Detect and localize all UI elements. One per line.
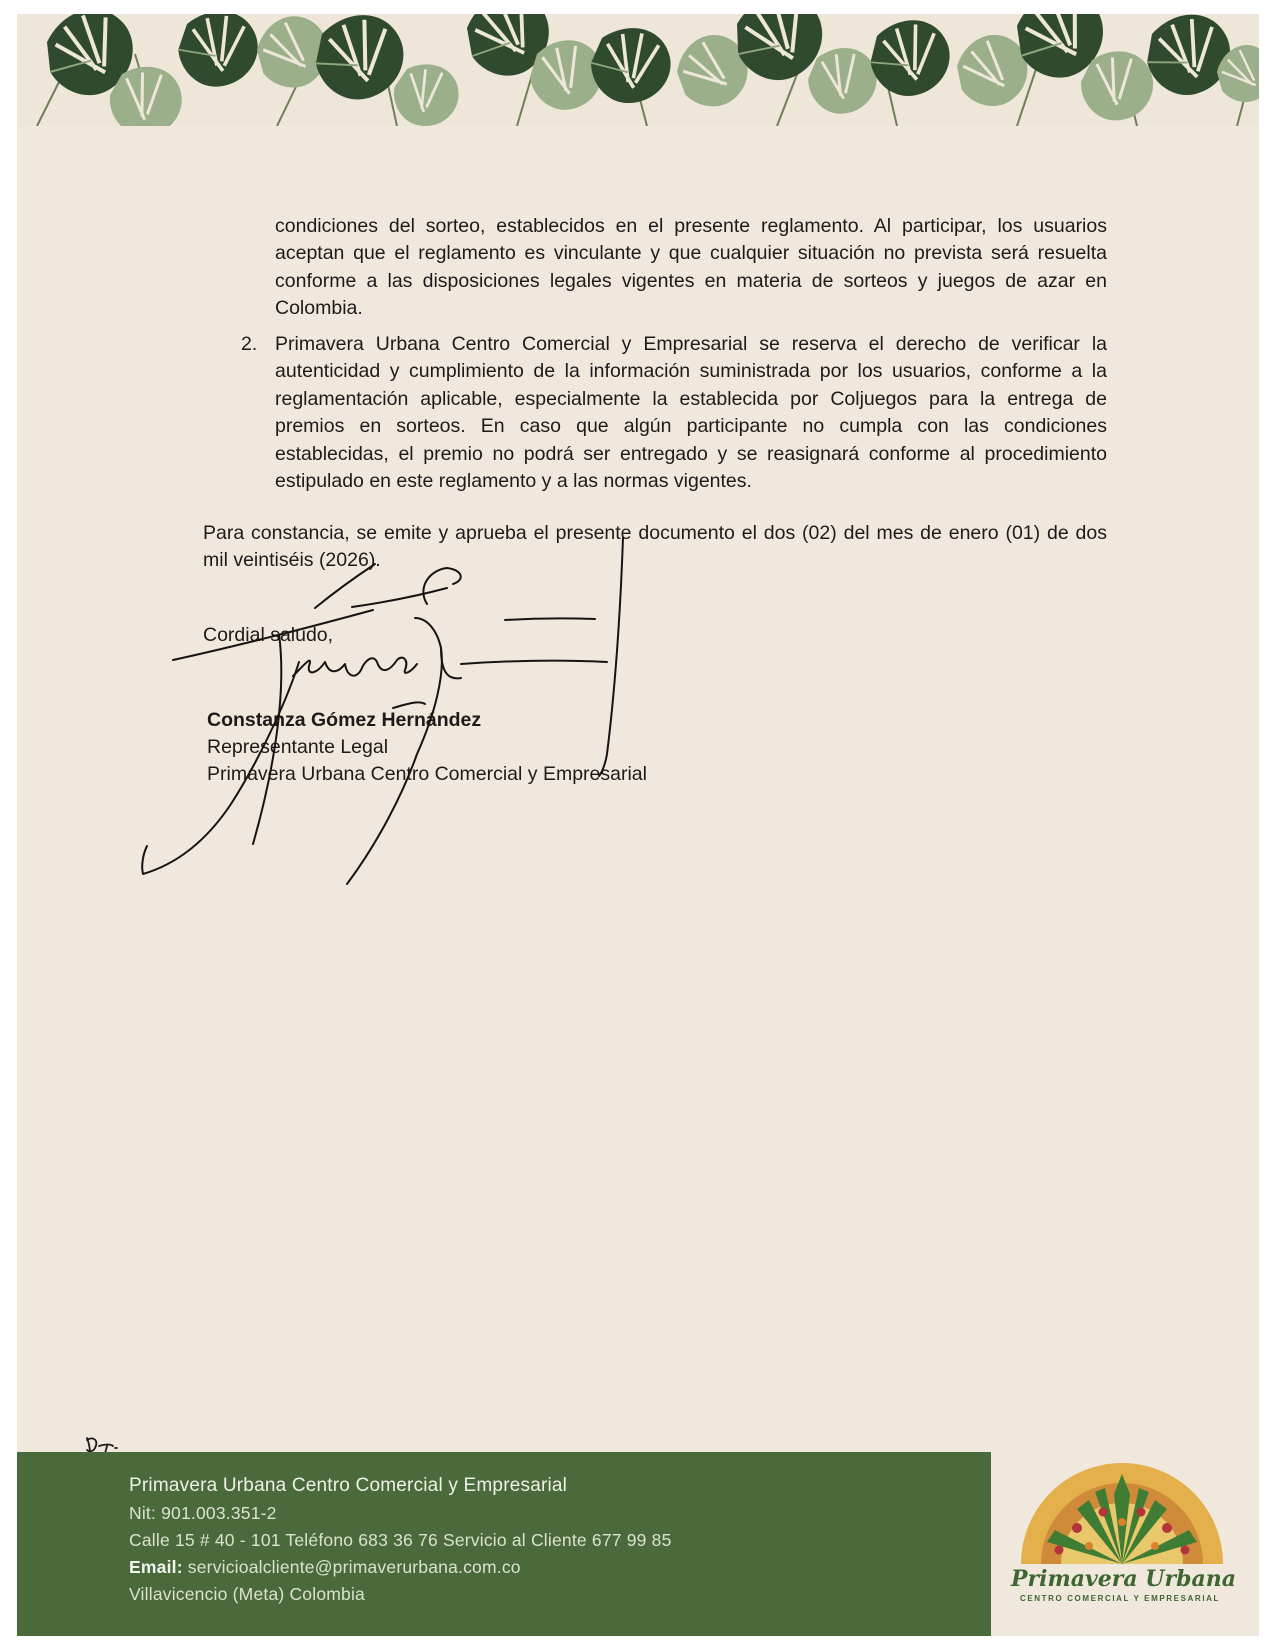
footer-nit: Nit: 901.003.351-2: [129, 1503, 277, 1523]
closing-paragraph: Para constancia, se emite y aprueba el presente documento el dos (02) del mes de enero (01) de dos mil veintiséis (2026).: [203, 522, 1107, 572]
footer-city: Villavicencio (Meta) Colombia: [129, 1584, 365, 1604]
list-item-1-continuation: condiciones del sorteo, establecidos en el presente reglamento. Al participar, los usuarios aceptan que el reglamento es vinculante y que cualquier situación no prevista será resuelta conforme a las disposiciones legales vigentes en materia de sorteos y juegos de azar en Colombia.: [275, 215, 1107, 320]
footer-email-label: Email:: [129, 1557, 183, 1577]
greeting: Cordial saludo,: [203, 624, 334, 646]
footer-address-phone: Calle 15 # 40 - 101 Teléfono 683 36 76 Servicio al Cliente 677 99 85: [129, 1530, 672, 1550]
logo-wordmark: Primavera Urbana: [1011, 1566, 1236, 1592]
list-item-2-text: Primavera Urbana Centro Comercial y Empresarial se reserva el derecho de verificar la autenticidad y cumplimiento de la información suministrada por los usuarios, conforme a la reglamentación aplicable, especialmente la establecida por Coljuegos para la entrega de premios en sorteos. En caso que algún participante no cumpla con las condiciones establecidas, el premio no podrá ser entregado y se reasignará conforme al procedimiento estipulado en este reglamento y a las normas vigentes.: [275, 333, 1107, 493]
signer-company: Primavera Urbana Centro Comercial y Empresarial: [207, 763, 647, 785]
monstera-leaves-illustration: [17, 14, 1259, 126]
logo-tagline: CENTRO COMERCIAL Y EMPRESARIAL: [1019, 1594, 1220, 1603]
footer-company-name: Primavera Urbana Centro Comercial y Empresarial: [129, 1475, 568, 1496]
signer-role: Representante Legal: [207, 736, 389, 758]
signer-name: Constanza Gómez Hernández: [207, 709, 482, 731]
leaf-pattern-banner: [17, 14, 1259, 126]
footer-contact-bar: [17, 1452, 991, 1636]
document-page: [17, 14, 1259, 1636]
footer-email-address[interactable]: servicioalcliente@primaverurbana.com.co: [187, 1557, 521, 1577]
footer-email-line: [129, 1557, 521, 1578]
list-item-2-number: 2.: [241, 333, 258, 355]
